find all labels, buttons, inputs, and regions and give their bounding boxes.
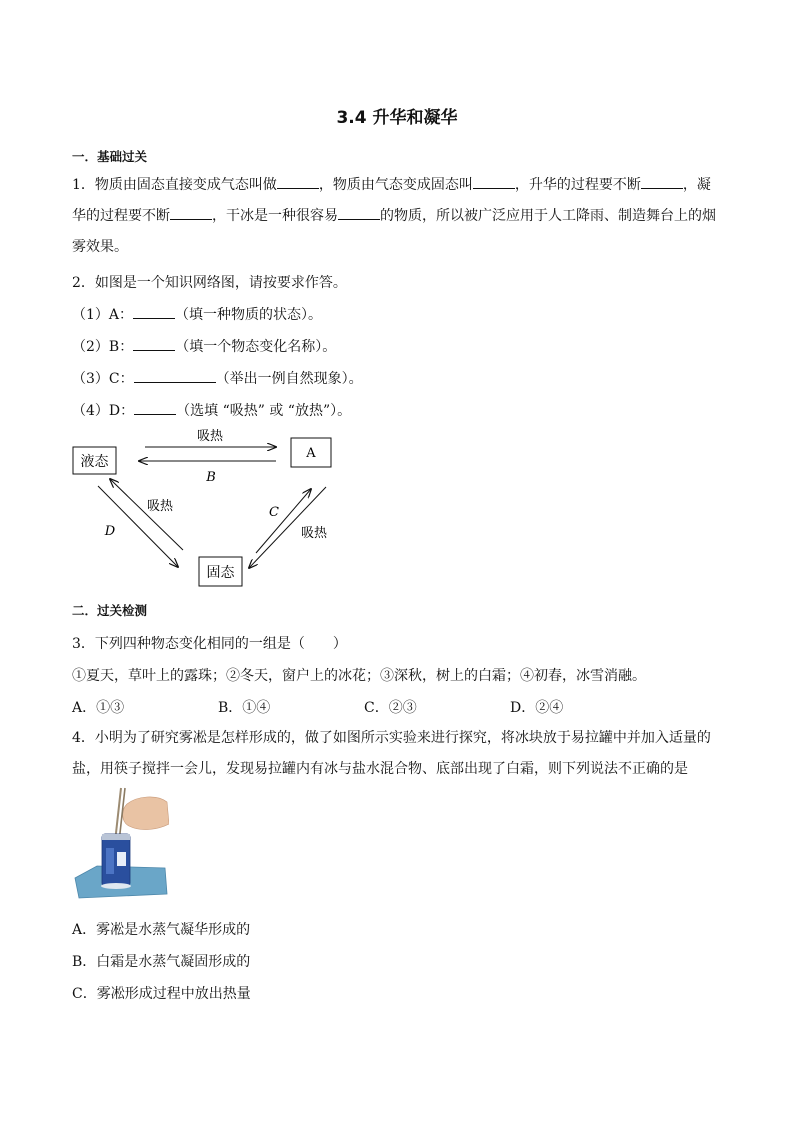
q2-sub-3-label: （3）C： <box>72 371 134 387</box>
q2-sub-1 <box>72 304 322 324</box>
q2-sub-2 <box>72 336 336 356</box>
q1-text-3: ，升华的过程要不断 <box>514 177 641 193</box>
q4-option-a[interactable]: A．雾凇是水蒸气凝华形成的 <box>72 922 251 938</box>
q2-blank-1[interactable] <box>133 304 175 319</box>
q1-blank-2[interactable] <box>473 174 515 189</box>
q2-blank-2[interactable] <box>133 336 175 351</box>
arrow-solid-to-liquid <box>110 479 183 550</box>
b-label: B <box>206 470 216 485</box>
q3-option-b[interactable]: B．①④ <box>218 700 271 716</box>
q2-stem: 2．如图是一个知识网络图，请按要求作答。 <box>72 275 347 291</box>
q3-option-a[interactable]: A．①③ <box>72 700 125 716</box>
c-label: C <box>269 505 279 520</box>
q1-text-5: ，干冰是一种很容易 <box>212 208 338 224</box>
q3-items: ①夏天，草叶上的露珠；②冬天，窗户上的冰花；③深秋，树上的白霜；④初春，冰雪消融。 <box>72 668 646 684</box>
section-heading-check: 二．过关检测 <box>72 603 148 618</box>
page-title: 3.4 升华和凝华 <box>336 108 458 128</box>
q2-sub-4-label: （4）D： <box>72 403 135 419</box>
q1-text-1: 1．物质由固态直接变成气态叫做 <box>72 177 277 193</box>
q1-blank-1[interactable] <box>277 174 319 189</box>
q2-sub-1-label: （1）A： <box>72 307 134 323</box>
q2-sub-3-hint: （举出一例自然现象）。 <box>215 371 363 387</box>
q1-blank-3[interactable] <box>641 174 683 189</box>
right-heat-label: 吸热 <box>300 526 328 541</box>
q2-sub-3 <box>72 368 363 388</box>
q1-text-2: ，物质由气态变成固态叫 <box>318 177 473 193</box>
q1-text-4: ，凝华的过程要不断 <box>72 177 711 224</box>
q2-blank-4[interactable] <box>134 400 176 415</box>
q1-blank-5[interactable] <box>338 205 380 220</box>
solid-label: 固态 <box>206 565 235 581</box>
q3-options <box>72 697 656 717</box>
q4-stem: 4．小明为了研究雾凇是怎样形成的，做了如图所示实验来进行探究，将冰块放于易拉罐中并加入适量的盐，用筷子搅拌一会儿，发现易拉罐内有冰与盐水混合物、底部出现了白霜，则下列说法不正确的是 <box>72 730 711 777</box>
arrow-solid-to-a <box>256 489 311 553</box>
liquid-label: 液态 <box>80 454 109 470</box>
left-heat-label: 吸热 <box>146 499 174 514</box>
experiment-photo <box>71 786 169 900</box>
q3-option-d[interactable]: D．②④ <box>510 700 564 716</box>
q2-blank-3[interactable] <box>134 368 216 383</box>
q2-sub-4-hint: （选填 “吸热” 或 “放热”）。 <box>176 403 352 419</box>
q3-stem: 3．下列四种物态变化相同的一组是（ ） <box>72 636 347 652</box>
question-1 <box>72 170 724 263</box>
q1-blank-4[interactable] <box>170 205 212 220</box>
q4-option-c[interactable]: C．雾凇形成过程中放出热量 <box>72 986 251 1002</box>
hand-shape <box>123 797 169 830</box>
state-change-diagram <box>60 420 360 592</box>
top-heat-label: 吸热 <box>196 429 224 444</box>
q2-sub-2-hint: （填一个物态变化名称）。 <box>175 339 337 355</box>
q1-text-6: 的物质，所以被广泛应用于人工降雨、制造舞台上的烟雾效果。 <box>72 208 716 255</box>
q4-option-b[interactable]: B．白霜是水蒸气凝固形成的 <box>72 954 251 970</box>
a-label: A <box>306 446 316 461</box>
d-label: D <box>104 524 116 539</box>
q2-sub-4 <box>72 400 351 420</box>
q2-sub-2-label: （2）B： <box>72 339 134 355</box>
q2-sub-1-hint: （填一种物质的状态）。 <box>175 307 323 323</box>
q3-option-c[interactable]: C．②③ <box>364 700 417 716</box>
section-heading-basic: 一．基础过关 <box>72 149 148 164</box>
